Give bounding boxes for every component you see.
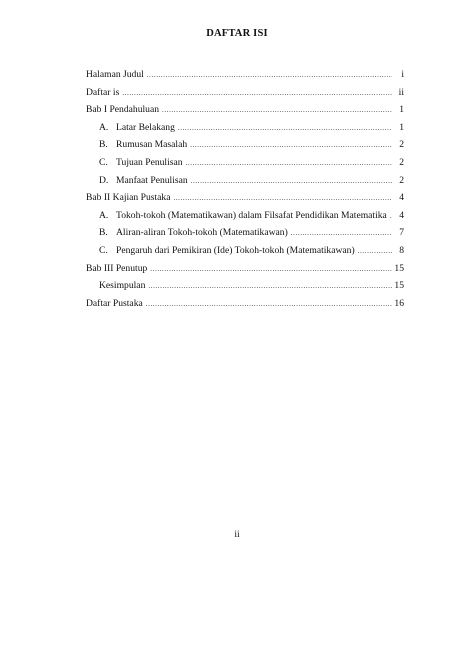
toc-label: Rumusan Masalah: [116, 139, 188, 151]
toc-label: Pengaruh dari Pemikiran (Ide) Tokoh-tokoh (Matematikawan): [116, 244, 355, 256]
toc-leader: [186, 159, 392, 167]
toc-leader: [191, 177, 392, 185]
toc-label: Halaman Judul: [86, 69, 144, 80]
toc-label: Bab II Kajian Pustaka: [86, 192, 171, 204]
toc-row-aliran-aliran: [86, 227, 404, 245]
toc-page-number: 2: [399, 156, 404, 168]
toc-label: Bab III Penutup: [86, 262, 148, 274]
toc-page-number: 1: [399, 121, 404, 133]
toc-row-kesimpulan: [86, 280, 404, 298]
toc-row-daftar-isi: [86, 87, 404, 105]
toc-label: Manfaat Penulisan: [116, 174, 188, 186]
toc-page-number: 4: [399, 209, 404, 221]
toc-page-number: 2: [399, 139, 404, 151]
toc-leader: [150, 265, 392, 273]
toc-page-number: 16: [394, 297, 404, 309]
toc-item-number: B.: [99, 227, 108, 239]
toc-leader: [162, 106, 392, 114]
page-title: DAFTAR ISI: [206, 28, 268, 39]
toc-label: Latar Belakang: [116, 121, 175, 133]
toc-leader: [390, 212, 392, 220]
toc-item-number: B.: [99, 139, 108, 151]
toc-label: Kesimpulan: [99, 280, 146, 292]
toc-label: Bab I Pendahuluan: [86, 104, 160, 116]
toc-leader: [147, 71, 392, 79]
toc-row-bab-3: [86, 263, 404, 281]
table-of-contents: [86, 69, 404, 315]
toc-label: Tokoh-tokoh (Matematikawan) dalam Filsafat Pendidikan Matematika: [116, 209, 387, 221]
toc-page-number: 8: [399, 244, 404, 256]
toc-row-latar-belakang: [86, 122, 404, 140]
toc-row-halaman-judul: [86, 69, 404, 87]
toc-row-pengaruh: [86, 245, 404, 263]
toc-page-number: 2: [399, 174, 404, 186]
toc-item-number: C.: [99, 244, 108, 256]
toc-page-number: ii: [398, 86, 404, 98]
toc-leader: [178, 124, 392, 132]
toc-page-number: 4: [399, 192, 404, 204]
toc-leader: [148, 282, 392, 290]
toc-page-number: i: [401, 69, 404, 80]
toc-row-rumusan-masalah: [86, 139, 404, 157]
toc-item-number: A.: [99, 121, 109, 133]
toc-item-number: D.: [99, 174, 109, 186]
toc-row-daftar-pustaka: [86, 298, 404, 316]
toc-leader: [190, 141, 392, 149]
toc-row-manfaat-penulisan: [86, 175, 404, 193]
toc-page-number: 7: [399, 227, 404, 239]
toc-row-tokoh-tokoh: [86, 210, 404, 228]
page-number: ii: [234, 529, 240, 540]
toc-page-number: 15: [394, 280, 404, 292]
toc-label: Aliran-aliran Tokoh-tokoh (Matematikawan): [116, 227, 288, 239]
toc-page-number: 1: [399, 104, 404, 116]
toc-leader: [173, 194, 392, 202]
toc-row-tujuan-penulisan: [86, 157, 404, 175]
toc-leader: [146, 300, 392, 308]
toc-label: Daftar is: [86, 86, 120, 98]
toc-leader: [122, 89, 392, 97]
toc-page-number: 15: [394, 262, 404, 274]
toc-label: Tujuan Penulisan: [116, 156, 183, 168]
toc-label: Daftar Pustaka: [86, 297, 143, 309]
toc-row-bab-1: [86, 104, 404, 122]
toc-row-bab-2: [86, 192, 404, 210]
toc-item-number: A.: [99, 209, 109, 221]
toc-leader: [291, 229, 392, 237]
toc-item-number: C.: [99, 156, 108, 168]
toc-leader: [358, 247, 392, 255]
